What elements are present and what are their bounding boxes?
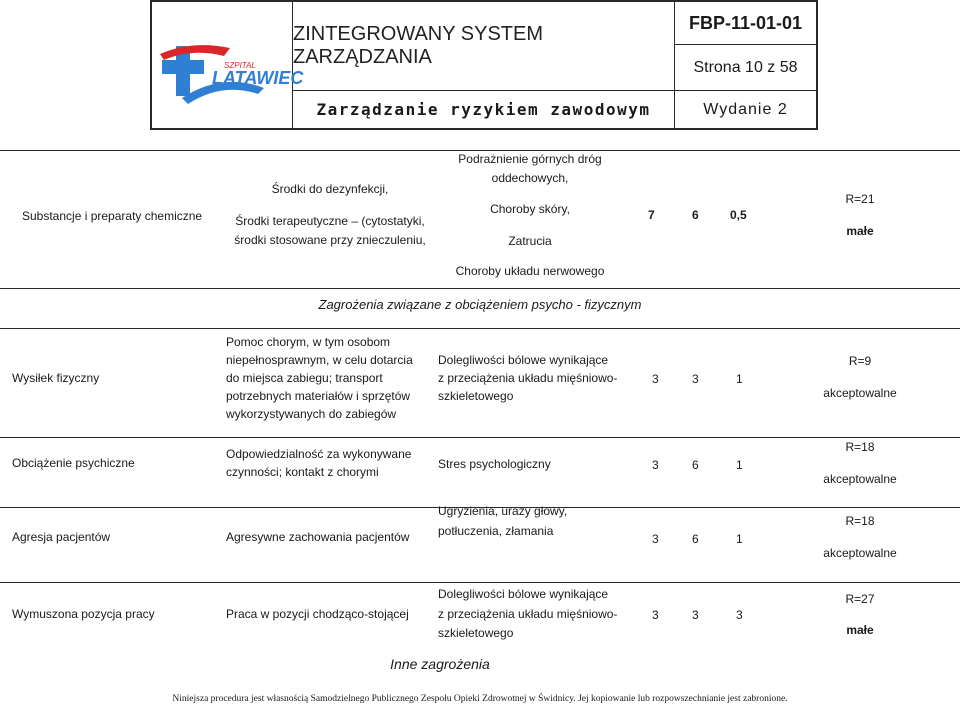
risk-level: małe bbox=[846, 623, 874, 637]
hazard-source-line: Agresywne zachowania pacjentów bbox=[226, 530, 410, 544]
weight-value: 1 bbox=[736, 458, 743, 472]
probability-value: 3 bbox=[652, 532, 659, 546]
severity-value: 6 bbox=[692, 208, 699, 222]
probability-value: 3 bbox=[652, 372, 659, 386]
risk-score: R=9 bbox=[848, 354, 872, 368]
section-heading: Inne zagrożenia bbox=[390, 656, 490, 672]
effect-line: szkieletowego bbox=[438, 389, 514, 403]
effect-line: Ugryzienia, urazy głowy, bbox=[438, 504, 568, 518]
effect-line: szkieletowego bbox=[438, 626, 514, 640]
hazard-source-line: Środki do dezynfekcji, bbox=[271, 182, 389, 196]
hazard-source-line: Środki terapeutyczne – (cytostatyki, bbox=[235, 214, 425, 228]
hazard-source-line: niepełnosprawnym, w celu dotarcia bbox=[226, 353, 413, 367]
weight-value: 1 bbox=[736, 532, 743, 546]
risk-factor: Wymuszona pozycja pracy bbox=[12, 607, 155, 621]
section-heading: Zagrożenia związane z obciążeniem psycho - fizycznym bbox=[318, 297, 642, 312]
risk-factor: Agresja pacjentów bbox=[12, 530, 111, 544]
risk-level: akceptowalne bbox=[823, 386, 897, 400]
page-number: Strona 10 z 58 bbox=[675, 45, 816, 91]
hazard-source-line: do miejsca zabiegu; transport bbox=[226, 371, 383, 385]
risk-level: małe bbox=[846, 224, 874, 238]
hazard-source-line: Pomoc chorym, w tym osobom bbox=[226, 335, 391, 349]
weight-value: 3 bbox=[736, 608, 743, 622]
effect-line: Choroby skóry, bbox=[490, 202, 570, 216]
risk-score: R=18 bbox=[845, 440, 875, 454]
risk-score: R=27 bbox=[845, 592, 875, 606]
probability-value: 3 bbox=[652, 458, 659, 472]
table-rule bbox=[0, 328, 960, 329]
effect-line: z przeciążenia układu mięśniowo- bbox=[438, 371, 618, 385]
effect-line: Stres psychologiczny bbox=[438, 457, 551, 471]
severity-value: 3 bbox=[692, 608, 699, 622]
risk-score: R=18 bbox=[845, 514, 875, 528]
effect-line: Dolegliwości bólowe wynikające bbox=[438, 587, 609, 601]
risk-factor: Wysiłek fizyczny bbox=[12, 371, 100, 385]
hazard-source-line: potrzebnych materiałów i sprzętów bbox=[226, 389, 411, 403]
document-code: FBP-11-01-01 bbox=[675, 2, 816, 45]
hospital-logo bbox=[152, 2, 304, 128]
document-header bbox=[150, 0, 818, 130]
effect-line: Choroby układu nerwowego bbox=[455, 264, 605, 278]
risk-score: R=21 bbox=[845, 192, 875, 206]
effect-line: z przeciążenia układu mięśniowo- bbox=[438, 607, 618, 621]
risk-level: akceptowalne bbox=[823, 472, 897, 486]
effect-line: Zatrucia bbox=[508, 234, 552, 248]
severity-value: 3 bbox=[692, 372, 699, 386]
footer-notice: Niniejsza procedura jest własnością Samodzielnego Publicznego Zespołu Opieki Zdrowotnej w Świdnicy. Jej kopiowanie lub rozpowszechnianie jest zabronione. bbox=[172, 694, 788, 704]
hazard-source-line: środki stosowane przy znieczuleniu, bbox=[234, 233, 426, 247]
probability-value: 3 bbox=[652, 608, 659, 622]
severity-value: 6 bbox=[692, 532, 699, 546]
hazard-source-line: czynności; kontakt z chorymi bbox=[226, 465, 379, 479]
svg-text:LATAWIEC: LATAWIEC bbox=[212, 68, 304, 88]
svg-text:SZPITAL: SZPITAL bbox=[224, 61, 256, 70]
table-rule bbox=[0, 582, 960, 583]
risk-factor: Obciążenie psychiczne bbox=[12, 456, 135, 470]
hazard-source-line: Praca w pozycji chodząco-stojącej bbox=[226, 607, 409, 621]
effect-line: Podrażnienie górnych dróg bbox=[458, 152, 602, 166]
risk-factor: Substancje i preparaty chemiczne bbox=[22, 209, 203, 223]
probability-value: 7 bbox=[648, 208, 655, 222]
risk-level: akceptowalne bbox=[823, 546, 897, 560]
document-subtitle: Zarządzanie ryzykiem zawodowym bbox=[293, 91, 675, 128]
effect-line: oddechowych, bbox=[491, 171, 569, 185]
hazard-source-line: wykorzystywanych do zabiegów bbox=[226, 407, 397, 421]
edition-number: Wydanie 2 bbox=[703, 100, 788, 118]
system-title: ZINTEGROWANY SYSTEM ZARZĄDZANIA bbox=[293, 2, 675, 91]
table-rule bbox=[0, 288, 960, 289]
hospital-logo-graphic bbox=[152, 2, 304, 128]
weight-value: 0,5 bbox=[730, 208, 747, 222]
hazard-source-line: Odpowiedzialność za wykonywane bbox=[226, 447, 412, 461]
severity-value: 6 bbox=[692, 458, 699, 472]
effect-line: potłuczenia, złamania bbox=[438, 524, 554, 538]
effect-line: Dolegliwości bólowe wynikające bbox=[438, 353, 609, 367]
weight-value: 1 bbox=[736, 372, 743, 386]
